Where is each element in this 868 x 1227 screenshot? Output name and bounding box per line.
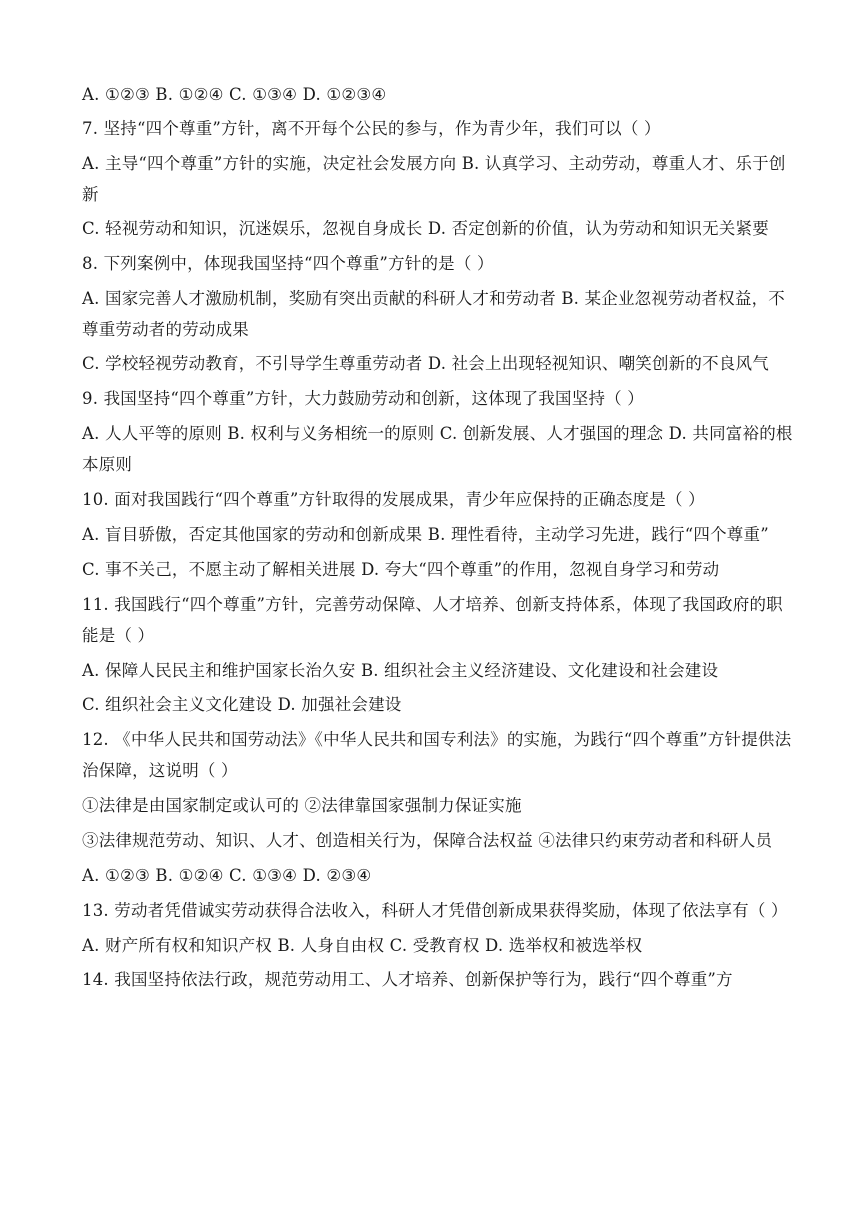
q14-stem: 14. 我国坚持依法行政，规范劳动用工、人才培养、创新保护等行为，践行“四个尊重”方 (82, 970, 733, 989)
q10-options-cd: C. 事不关己，不愿主动了解相关进展 D. 夸大“四个尊重”的作用，忽视自身学习和劳动 (82, 560, 720, 579)
q10-options-ab: A. 盲目骄傲，否定其他国家的劳动和创新成果 B. 理性看待，主动学习先进，践行“四个尊重” (82, 525, 769, 544)
q8-stem: 8. 下列案例中，体现我国坚持“四个尊重”方针的是（ ） (82, 254, 494, 273)
q7-options-cd: C. 轻视劳动和知识，沉迷娱乐，忽视自身成长 D. 否定创新的价值，认为劳动和知识无关紧要 (82, 219, 769, 238)
q13-options: A. 财产所有权和知识产权 B. 人身自由权 C. 受教育权 D. 选举权和被选举权 (82, 936, 643, 955)
q12-statements-12: ①法律是由国家制定或认可的 ②法律靠国家强制力保证实施 (82, 796, 522, 815)
q9-options: A. 人人平等的原则 B. 权利与义务相统一的原则 C. 创新发展、人才强国的理念 D. 共同富裕的根本原则 (82, 424, 793, 474)
q11-options-cd: C. 组织社会主义文化建设 D. 加强社会建设 (82, 695, 402, 714)
q11-stem: 11. 我国践行“四个尊重”方针，完善劳动保障、人才培养、创新支持体系，体现了我国政府的职能是（ ） (82, 595, 783, 645)
q7-stem: 7. 坚持“四个尊重”方针，离不开每个公民的参与，作为青少年，我们可以（ ） (82, 119, 661, 138)
q12-statements-34: ③法律规范劳动、知识、人才、创造相关行为，保障合法权益 ④法律只约束劳动者和科研人员 (82, 831, 773, 850)
q8-options-ab: A. 国家完善人才激励机制，奖励有突出贡献的科研人才和劳动者 B. 某企业忽视劳动者权益，不尊重劳动者的劳动成果 (82, 289, 785, 339)
q12-answer-options: A. ①②③ B. ①②④ C. ①③④ D. ②③④ (82, 866, 372, 885)
q13-stem: 13. 劳动者凭借诚实劳动获得合法收入，科研人才凭借创新成果获得奖励，体现了依法享有（ ） (82, 901, 788, 920)
document-page (82, 78, 794, 997)
q6-answer-options: A. ①②③ B. ①②④ C. ①③④ D. ①②③④ (82, 85, 387, 104)
q11-options-ab: A. 保障人民民主和维护国家长治久安 B. 组织社会主义经济建设、文化建设和社会建设 (82, 661, 719, 680)
q7-options-ab: A. 主导“四个尊重”方针的实施，决定社会发展方向 B. 认真学习、主动劳动，尊重人才、乐于创新 (82, 154, 786, 204)
q9-stem: 9. 我国坚持“四个尊重”方针，大力鼓励劳动和创新，这体现了我国坚持（ ） (82, 389, 645, 408)
q10-stem: 10. 面对我国践行“四个尊重”方针取得的发展成果，青少年应保持的正确态度是（ ） (82, 490, 705, 509)
q8-options-cd: C. 学校轻视劳动教育，不引导学生尊重劳动者 D. 社会上出现轻视知识、嘲笑创新的不良风气 (82, 354, 769, 373)
q12-stem: 12. 《中华人民共和国劳动法》《中华人民共和国专利法》的实施，为践行“四个尊重”方针提供法治保障，这说明（ ） (82, 730, 792, 780)
